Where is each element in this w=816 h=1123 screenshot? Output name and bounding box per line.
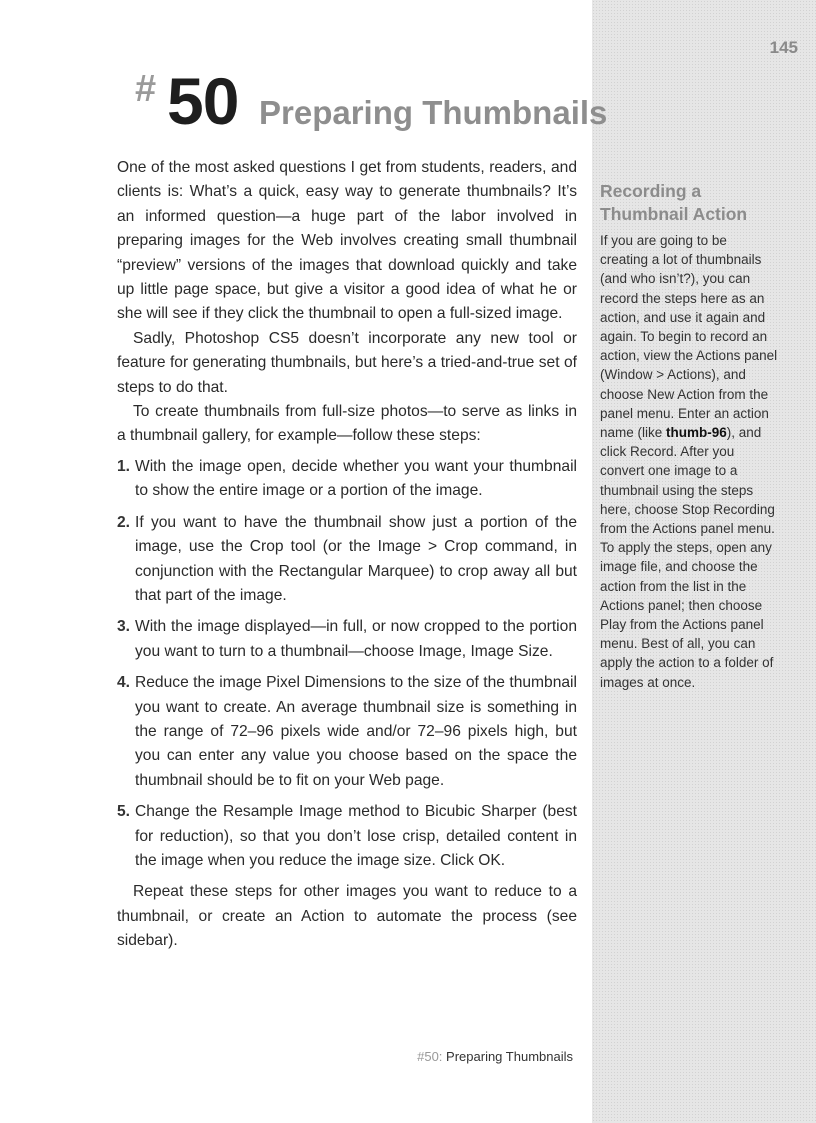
step-text: If you want to have the thumbnail show just a portion of the image, use the Crop tool (or the Image > Crop command, in conjunction with the Rectangular Marquee) to crop away all but that part of the image. — [135, 513, 577, 604]
page-number: 145 — [769, 38, 798, 57]
intro-paragraph: One of the most asked questions I get from students, readers, and clients is: What’s a quick, easy way to generate thumbnails? It’s an informed question—a huge part of the labor involved in preparing images for the Web involves creating small thumbnail “preview” versions of the images that download quickly and take up little page space, but give a visitor a good idea of what he or she will see if they click the thumbnail to open a full-sized image. — [117, 159, 577, 323]
running-footer — [417, 1049, 573, 1064]
list-item — [117, 511, 577, 609]
step-number: 2. — [117, 513, 131, 531]
step-text: With the image displayed—in full, or now cropped to the portion you want to turn to a thumbnail—choose Image, Image Size. — [135, 618, 577, 660]
footer-title: Preparing Thumbnails — [446, 1049, 573, 1064]
body-paragraph: Sadly, Photoshop CS5 doesn’t incorporate any new tool or feature for generating thumbnails, but here’s a tried-and-true set of steps to do that. — [117, 329, 577, 396]
step-text: Reduce the image Pixel Dimensions to the size of the thumbnail you want to create. An average thumbnail size is something in the range of 72–96 pixels wide and/or 72–96 pixels high, but you can enter any value you choose based on the space the thumbnail should be to fit on your Web page. — [135, 674, 577, 789]
sidebar-text-part: ), and click Record. After you convert one image to a thumbnail using the steps here, choose Stop Recording from the Actions panel menu. To apply the steps, open any image file, and choose the action from the list in the Actions panel; then choose Play from the Actions panel menu. Best of all, you can apply the action to a folder of images at once. — [600, 425, 775, 690]
body-paragraph: To create thumbnails from full-size photos—to serve as links in a thumbnail gallery, for example—follow these steps: — [117, 403, 577, 445]
sidebar-text — [600, 231, 778, 692]
main-body — [117, 156, 577, 954]
closing-paragraph: Repeat these steps for other images you want to reduce to a thumbnail, or create an Action to automate the process (see sidebar). — [117, 883, 577, 950]
footer-chapter-number: #50: — [417, 1049, 443, 1064]
step-number: 3. — [117, 618, 131, 636]
step-number: 1. — [117, 457, 131, 475]
chapter-heading — [135, 60, 608, 140]
sidebar-text-part: If you are going to be creating a lot of thumbnails (and who isn’t?), you can record the steps here as an action, and use it again and again. To begin to record an action, view the Actions panel (Window > Actions), and choose New Action from the panel menu. Enter an action name (like — [600, 233, 778, 441]
list-item — [117, 455, 577, 504]
steps-list — [117, 455, 577, 874]
chapter-title: Preparing Thumbnails — [259, 94, 608, 131]
chapter-number: 50 — [167, 64, 239, 138]
step-number: 5. — [117, 803, 131, 821]
action-name-term: thumb-96 — [666, 425, 727, 441]
sidebar-heading: Recording a Thumbnail Action — [600, 181, 748, 224]
step-text: With the image open, decide whether you want your thumbnail to show the entire image or a portion of the image. — [135, 457, 577, 500]
step-text: Change the Resample Image method to Bicubic Sharper (best for reduction), so that you don’t lose crisp, detailed content in the image when you reduce the image size. Click OK. — [135, 803, 577, 869]
chapter-hash: # — [135, 68, 157, 110]
step-number: 4. — [117, 674, 131, 692]
list-item — [117, 671, 577, 793]
sidebar — [600, 180, 778, 692]
list-item — [117, 800, 577, 873]
list-item — [117, 615, 577, 664]
